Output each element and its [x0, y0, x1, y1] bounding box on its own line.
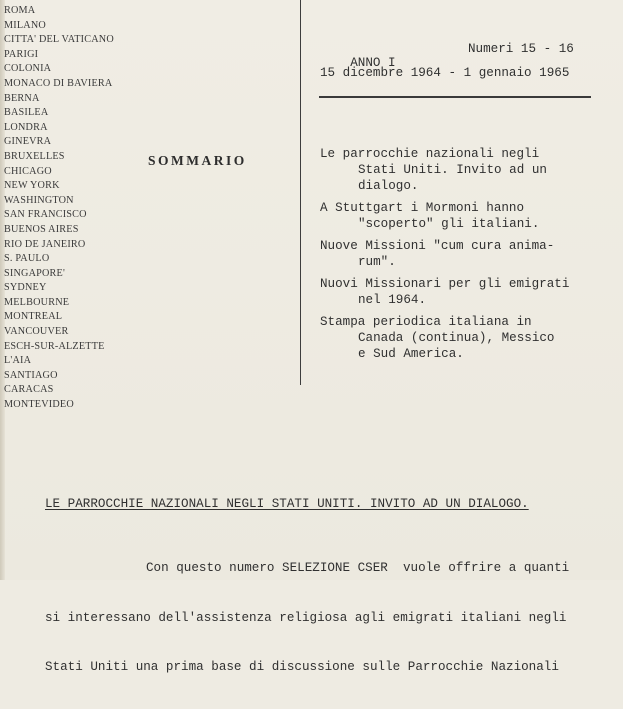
- issue-numbers: Numeri 15 - 16: [468, 42, 574, 56]
- city-item: SINGAPORE': [4, 267, 66, 279]
- toc-line: Nuovi Missionari per gli emigrati: [320, 277, 570, 291]
- toc-item: [320, 200, 615, 232]
- article-title: LE PARROCCHIE NAZIONALI NEGLI STATI UNITI. INVITO AD UN DIALOGO.: [45, 497, 529, 511]
- city-item: L'AIA: [4, 355, 32, 367]
- toc-line: Stampa periodica italiana in: [320, 315, 532, 329]
- toc-item: [320, 314, 615, 362]
- city-item: MILANO: [4, 19, 46, 31]
- city-item: MONACO DI BAVIERA: [4, 77, 113, 89]
- article-line: Con questo numero SELEZIONE CSER vuole offrire a quanti: [146, 561, 570, 575]
- city-item: LONDRA: [4, 121, 48, 133]
- toc-item: [320, 238, 615, 270]
- city-item: MONTREAL: [4, 311, 63, 323]
- toc-line: "scoperto" gli italiani.: [358, 217, 540, 231]
- header-rule: [319, 96, 591, 98]
- toc-line: Stati Uniti. Invito ad un: [358, 163, 547, 177]
- sommario-heading: SOMMARIO: [148, 153, 247, 168]
- toc-line: Le parrocchie nazionali negli: [320, 147, 540, 161]
- city-item: PARIGI: [4, 48, 39, 60]
- issue-year: ANNO I: [350, 56, 396, 70]
- city-item: BASILEA: [4, 107, 49, 119]
- issue-dates: 15 dicembre 1964 - 1 gennaio 1965: [320, 66, 570, 80]
- city-list: [4, 4, 114, 413]
- city-item: WASHINGTON: [4, 194, 74, 206]
- city-item: COLONIA: [4, 63, 52, 75]
- city-item: ESCH-SUR-ALZETTE: [4, 340, 105, 352]
- article-line: Stati Uniti una prima base di discussione sulle Parrocchie Nazionali: [45, 660, 559, 674]
- toc-line: nel 1964.: [358, 293, 427, 307]
- toc-line: A Stuttgart i Mormoni hanno: [320, 201, 525, 215]
- city-item: CHICAGO: [4, 165, 52, 177]
- toc-line: Nuove Missioni "cum cura anima-: [320, 239, 555, 253]
- toc-item: [320, 276, 615, 308]
- article-body: [45, 527, 569, 709]
- city-item: ROMA: [4, 5, 36, 16]
- city-item: BUENOS AIRES: [4, 223, 79, 235]
- city-item: CITTA' DEL VATICANO: [4, 34, 114, 46]
- city-item: MONTEVIDEO: [4, 399, 74, 411]
- city-item: NEW YORK: [4, 180, 60, 192]
- city-item: BRUXELLES: [4, 150, 65, 162]
- toc-line: dialogo.: [358, 179, 419, 193]
- table-of-contents: [320, 146, 615, 368]
- city-item: S. PAULO: [4, 253, 50, 265]
- city-item: CARACAS: [4, 384, 54, 396]
- city-item: SANTIAGO: [4, 369, 58, 381]
- article-line: si interessano dell'assistenza religiosa agli emigrati italiani negli: [45, 610, 567, 625]
- toc-line: rum".: [358, 255, 396, 269]
- city-item: SAN FRANCISCO: [4, 209, 87, 221]
- toc-line: e Sud America.: [358, 347, 464, 361]
- city-item: GINEVRA: [4, 136, 52, 148]
- city-item: VANCOUVER: [4, 326, 69, 338]
- city-item: MELBOURNE: [4, 296, 70, 308]
- toc-item: [320, 146, 615, 194]
- column-divider: [300, 0, 301, 385]
- city-item: BERNA: [4, 92, 40, 104]
- toc-line: Canada (continua), Messico: [358, 331, 555, 345]
- city-item: SYDNEY: [4, 282, 47, 294]
- city-item: RIO DE JANEIRO: [4, 238, 86, 250]
